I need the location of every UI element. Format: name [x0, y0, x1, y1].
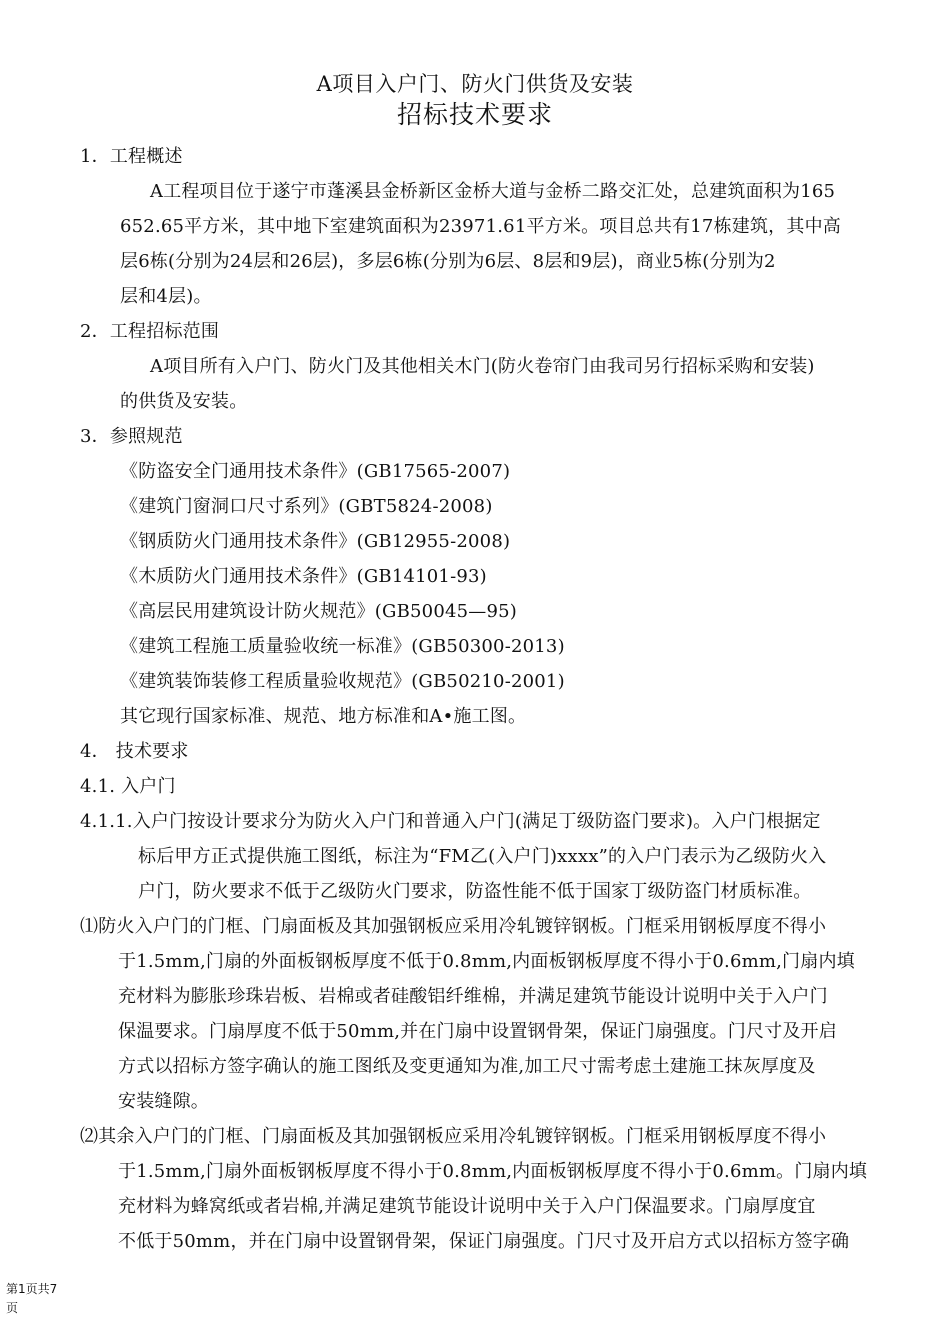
subsection-heading: 4.1. 入户门: [80, 776, 176, 797]
reference-item: 《防盗安全门通用技术条件》(GB17565-2007): [120, 461, 511, 482]
reference-item: 《建筑门窗洞口尺寸系列》(GBT5824-2008): [120, 496, 493, 517]
clause-line: ⑵其余入户门的门框、门扇面板及其加强钢板应采用冷轧镀锌钢板。门框采用钢板厚度不得小: [80, 1126, 827, 1147]
reference-item: 《建筑工程施工质量验收统一标准》(GB50300-2013): [120, 636, 565, 657]
clause-line: 不低于50mm，并在门扇中设置钢骨架，保证门扇强度。门尺寸及开启方式以招标方签字确: [118, 1231, 850, 1252]
clause-line: 4.1.1.入户门按设计要求分为防火入户门和普通入户门(满足丁级防盗门要求)。入户门根据定: [80, 811, 821, 832]
document-subtitle: 招标技术要求: [396, 100, 553, 129]
section-heading: 2．工程招标范围: [80, 321, 220, 342]
clause-line: 安装缝隙。: [118, 1091, 209, 1112]
page-number-line-1: 第1页共7: [6, 1282, 58, 1296]
clause-line: 充材料为蜂窝纸或者岩棉,并满足建筑节能设计说明中关于入户门保温要求。门扇厚度宜: [118, 1196, 816, 1217]
section-heading: 1．工程概述: [80, 146, 183, 167]
clause-line: 标后甲方正式提供施工图纸，标注为“FM乙(入户门)xxxx”的入户门表示为乙级防火入: [138, 846, 827, 867]
paragraph-line: 层和4层)。: [120, 286, 212, 307]
clause-line: 于1.5mm,门扇外面板钢板厚度不得小于0.8mm,内面板钢板厚度不得小于0.6mm。门扇内填: [118, 1161, 868, 1182]
clause-line: 充材料为膨胀珍珠岩板、岩棉或者硅酸铝纤维棉，并满足建筑节能设计说明中关于入户门: [118, 986, 828, 1007]
clause-line: ⑴防火入户门的门框、门扇面板及其加强钢板应采用冷轧镀锌钢板。门框采用钢板厚度不得小: [80, 916, 827, 937]
clause-line: 保温要求。门扇厚度不低于50mm,并在门扇中设置钢骨架，保证门扇强度。门尺寸及开启: [118, 1021, 837, 1042]
paragraph-line: A项目所有入户门、防火门及其他相关木门(防火卷帘门由我司另行招标采购和安装): [150, 356, 815, 377]
clause-line: 于1.5mm,门扇的外面板钢板厚度不低于0.8mm,内面板钢板厚度不得小于0.6mm,门扇内填: [118, 951, 855, 972]
clause-line: 户门，防火要求不低于乙级防火门要求，防盗性能不低于国家丁级防盗门材质标准。: [138, 881, 812, 902]
section-heading: 4． 技术要求: [80, 741, 189, 762]
paragraph-line: 的供货及安装。: [120, 391, 248, 412]
section-heading: 3．参照规范: [80, 426, 183, 447]
document-title: A项目入户门、防火门供货及安装: [316, 72, 634, 96]
paragraph-line: 652.65平方米，其中地下室建筑面积为23971.61平方米。项目总共有17栋建筑，其中高: [120, 216, 841, 237]
clause-line: 方式以招标方签字确认的施工图纸及变更通知为准,加工尺寸需考虑土建施工抹灰厚度及: [118, 1056, 816, 1077]
paragraph-line: A工程项目位于遂宁市蓬溪县金桥新区金桥大道与金桥二路交汇处，总建筑面积为165: [150, 181, 836, 202]
reference-item: 《木质防火门通用技术条件》(GB14101-93): [120, 566, 487, 587]
page-number: [6, 1280, 86, 1318]
reference-item: 《高层民用建筑设计防火规范》(GB50045—95): [120, 601, 518, 622]
page-number-line-2: 页: [6, 1301, 19, 1315]
paragraph-line: 层6栋(分别为24层和26层)，多层6栋(分别为6层、8层和9层)，商业5栋(分别为2: [120, 251, 776, 272]
reference-item: 《钢质防火门通用技术条件》(GB12955-2008): [120, 531, 511, 552]
reference-item: 《建筑装饰装修工程质量验收规范》(GB50210-2001): [120, 671, 565, 692]
paragraph-line: 其它现行国家标准、规范、地方标准和A•施工图。: [120, 706, 527, 727]
